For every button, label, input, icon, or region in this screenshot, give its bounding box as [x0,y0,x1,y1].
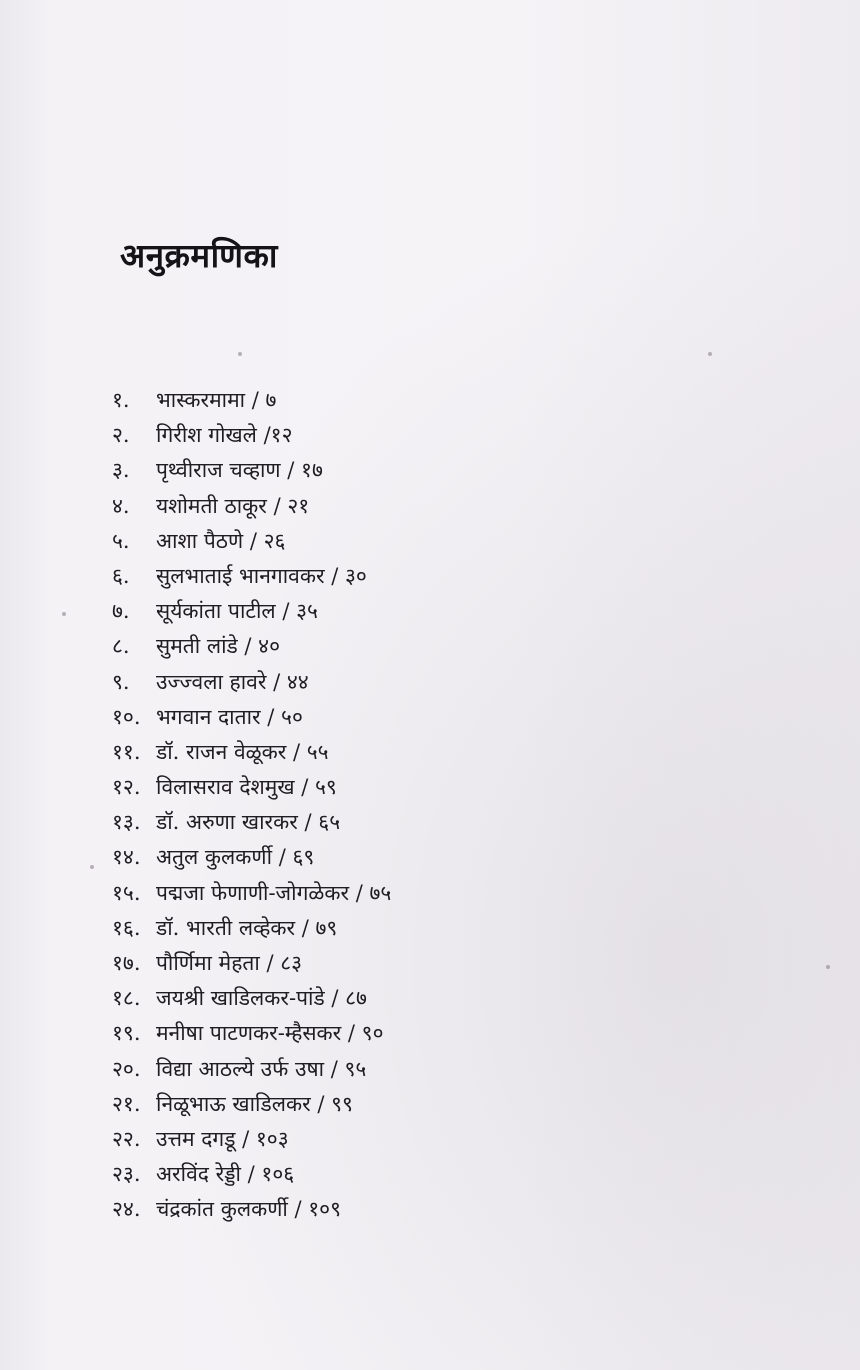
toc-entry-title: आशा पैठणे / २६ [156,528,286,553]
toc-entry-number: ५. [112,528,130,553]
toc-entry [112,418,391,453]
toc-entry-number: २. [112,423,130,448]
toc-entry-title: उत्तम दगडू / १०३ [156,1126,289,1151]
toc-entry-title: डॉ. अरुणा खारकर / ६५ [156,810,341,835]
toc-entry-title: डॉ. राजन वेळूकर / ५५ [156,739,329,764]
toc-entry-number: १६. [112,915,141,940]
toc-entry-title: अरविंद रेड्डी / १०६ [156,1162,295,1187]
toc-entry-number: ६. [112,563,130,588]
toc-entry-number: ११. [112,739,141,764]
toc-entry [112,911,391,946]
paper-speck [708,352,712,356]
toc-entry [112,559,391,594]
paper-speck [826,965,830,969]
toc-entry-number: ९. [112,669,130,694]
toc-entry [112,1016,391,1051]
toc-entry [112,1122,391,1157]
toc-entry-number: २४. [112,1197,141,1222]
toc-entry-number: १९. [112,1021,141,1046]
toc-entry-title: जयश्री खाडिलकर-पांडे / ८७ [156,986,367,1011]
toc-entry-number: २१. [112,1091,141,1116]
toc-entry-title: यशोमती ठाकूर / २१ [156,493,310,518]
paper-speck [238,352,242,356]
toc-entry-title: सूर्यकांता पाटील / ३५ [156,599,318,624]
toc-entry [112,594,391,629]
toc-entry-title: चंद्रकांत कुलकर्णी / १०९ [156,1197,341,1222]
page-title: अनुक्रमणिका [120,236,278,275]
toc-entry-number: १०. [112,704,141,729]
paper-speck [62,612,66,616]
toc-entry-title: पौर्णिमा मेहता / ८३ [156,951,303,975]
toc-entry-title: अतुल कुलकर्णी / ६९ [156,845,315,870]
toc-entry-number: ४. [112,493,130,518]
toc-entry [112,453,391,488]
toc-entry [112,383,391,418]
toc-entry-number: २२. [112,1126,141,1151]
toc-entry-title: सुलभाताई भानगावकर / ३० [156,563,367,588]
toc-entry-title: सुमती लांडे / ४० [156,634,281,659]
toc-entry-number: १. [112,388,130,412]
toc-entry-title: विलासराव देशमुख / ५९ [156,775,337,800]
toc-entry [112,1157,391,1192]
table-of-contents [112,383,391,1228]
toc-entry-number: ८. [112,634,130,659]
toc-entry [112,1192,391,1227]
toc-entry-title: पद्मजा फेणाणी-जोगळेकर / ७५ [156,880,392,905]
toc-entry-number: ३. [112,458,130,483]
toc-entry-number: २०. [112,1056,141,1081]
toc-entry-number: १५. [112,880,141,905]
toc-entry [112,524,391,559]
toc-entry-title: उज्ज्वला हावरे / ४४ [156,669,309,694]
toc-entry [112,1087,391,1122]
toc-entry [112,700,391,735]
toc-entry [112,629,391,664]
toc-entry-number: २३. [112,1162,141,1187]
toc-entry-title: डॉ. भारती लव्हेकर / ७९ [156,915,338,940]
toc-entry [112,805,391,840]
toc-entry-number: १७. [112,951,141,975]
toc-entry [112,946,391,981]
toc-entry [112,876,391,911]
toc-entry-number: १२. [112,775,141,800]
toc-entry-title: विद्या आठल्ये उर्फ उषा / ९५ [156,1056,367,1081]
toc-entry-title: भगवान दातार / ५० [156,704,303,729]
toc-entry-title: भास्करमामा / ७ [156,388,277,412]
toc-entry-number: ७. [112,599,130,624]
toc-entry-number: १८. [112,986,141,1011]
toc-entry-number: १४. [112,845,141,870]
toc-entry [112,665,391,700]
toc-entry [112,1052,391,1087]
toc-entry-title: पृथ्वीराज चव्हाण / १७ [156,458,323,483]
toc-entry [112,981,391,1016]
toc-entry [112,840,391,875]
toc-entry-title: निळूभाऊ खाडिलकर / ९९ [156,1091,353,1116]
toc-entry [112,489,391,524]
toc-entry-title: मनीषा पाटणकर-म्हैसकर / ९० [156,1021,384,1046]
toc-entry-number: १३. [112,810,141,835]
toc-entry [112,770,391,805]
toc-entry-title: गिरीश गोखले /१२ [156,423,293,448]
paper-speck [90,865,94,869]
toc-entry [112,735,391,770]
